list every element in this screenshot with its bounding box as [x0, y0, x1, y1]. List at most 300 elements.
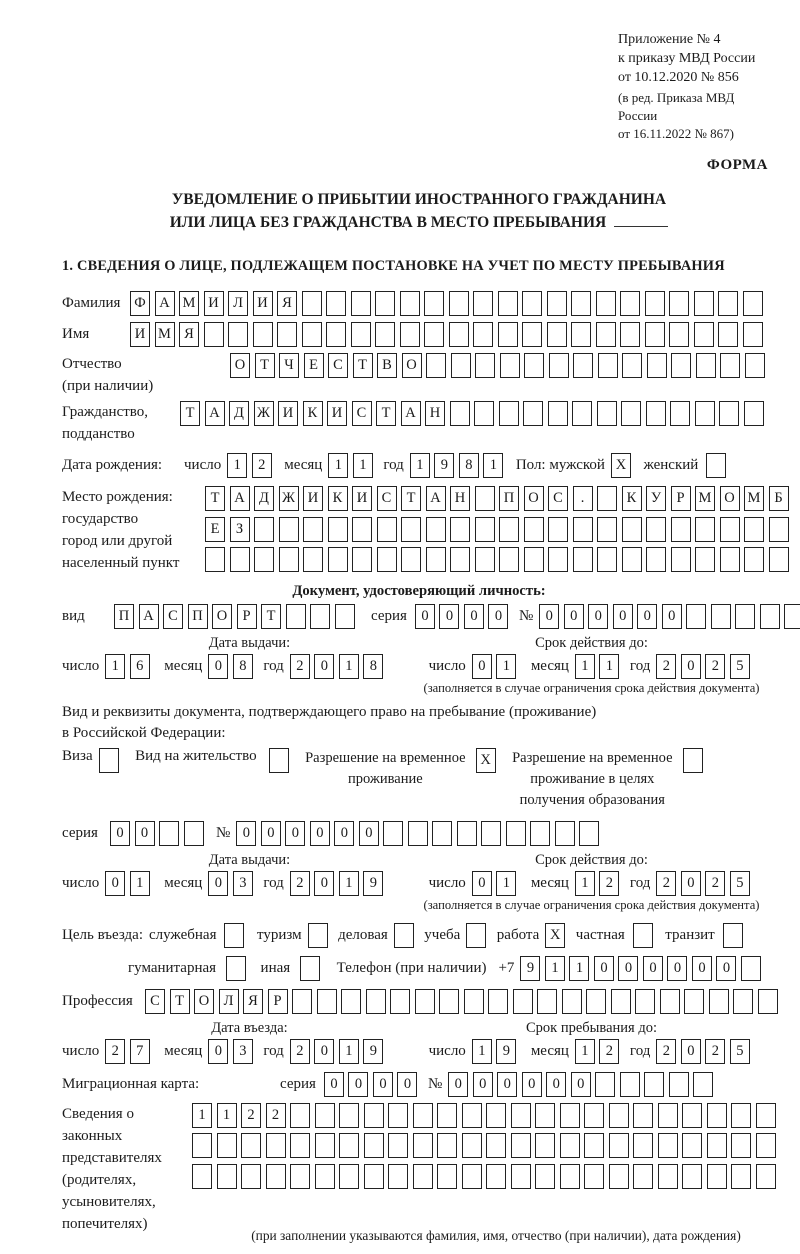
- char-cell[interactable]: А: [230, 486, 250, 511]
- char-cell[interactable]: [598, 353, 618, 378]
- char-cell[interactable]: [475, 517, 495, 542]
- digit-cell[interactable]: 6: [130, 654, 150, 679]
- char-cell[interactable]: Ч: [279, 353, 299, 378]
- char-cell[interactable]: [450, 517, 470, 542]
- char-cell[interactable]: [560, 1164, 580, 1189]
- char-cell[interactable]: [377, 517, 397, 542]
- char-cell[interactable]: [671, 547, 691, 572]
- char-cell[interactable]: [317, 989, 337, 1014]
- char-cell[interactable]: [352, 517, 372, 542]
- char-cell[interactable]: [622, 353, 642, 378]
- checkbox-cell[interactable]: X: [611, 453, 631, 478]
- char-cell[interactable]: [437, 1103, 457, 1128]
- char-cell[interactable]: [547, 322, 567, 347]
- digit-cell[interactable]: 0: [662, 604, 682, 629]
- char-cell[interactable]: [560, 1133, 580, 1158]
- digit-cell[interactable]: [760, 604, 780, 629]
- char-cell[interactable]: [622, 547, 642, 572]
- char-cell[interactable]: Т: [376, 401, 396, 426]
- char-cell[interactable]: С: [328, 353, 348, 378]
- char-cell[interactable]: .: [573, 486, 593, 511]
- char-cell[interactable]: [303, 517, 323, 542]
- char-cell[interactable]: Я: [243, 989, 263, 1014]
- char-cell[interactable]: [597, 486, 617, 511]
- char-cell[interactable]: [524, 353, 544, 378]
- char-cell[interactable]: [658, 1103, 678, 1128]
- digit-cell[interactable]: 0: [473, 1072, 493, 1097]
- char-cell[interactable]: [462, 1133, 482, 1158]
- char-cell[interactable]: Ф: [130, 291, 150, 316]
- char-cell[interactable]: [499, 547, 519, 572]
- char-cell[interactable]: [658, 1133, 678, 1158]
- digit-cell[interactable]: 7: [130, 1039, 150, 1064]
- char-cell[interactable]: [462, 1164, 482, 1189]
- char-cell[interactable]: С: [352, 401, 372, 426]
- char-cell[interactable]: Т: [205, 486, 225, 511]
- digit-cell[interactable]: 5: [730, 1039, 750, 1064]
- digit-cell[interactable]: 2: [656, 654, 676, 679]
- char-cell[interactable]: [646, 547, 666, 572]
- char-cell[interactable]: [488, 989, 508, 1014]
- digit-cell[interactable]: 0: [348, 1072, 368, 1097]
- digit-cell[interactable]: 0: [135, 821, 155, 846]
- char-cell[interactable]: 8: [459, 453, 479, 478]
- char-cell[interactable]: [303, 547, 323, 572]
- char-cell[interactable]: [277, 322, 297, 347]
- char-cell[interactable]: 9: [434, 453, 454, 478]
- char-cell[interactable]: О: [194, 989, 214, 1014]
- char-cell[interactable]: А: [205, 401, 225, 426]
- digit-cell[interactable]: 5: [730, 871, 750, 896]
- char-cell[interactable]: [511, 1164, 531, 1189]
- digit-cell[interactable]: [432, 821, 452, 846]
- char-cell[interactable]: М: [179, 291, 199, 316]
- char-cell[interactable]: [474, 401, 494, 426]
- char-cell[interactable]: [695, 401, 715, 426]
- digit-cell[interactable]: [506, 821, 526, 846]
- char-cell[interactable]: И: [130, 322, 150, 347]
- digit-cell[interactable]: 2: [105, 1039, 125, 1064]
- digit-cell[interactable]: 0: [324, 1072, 344, 1097]
- digit-cell[interactable]: 9: [363, 1039, 383, 1064]
- char-cell[interactable]: [499, 401, 519, 426]
- char-cell[interactable]: [364, 1133, 384, 1158]
- char-cell[interactable]: [498, 291, 518, 316]
- digit-cell[interactable]: 0: [314, 871, 334, 896]
- char-cell[interactable]: С: [377, 486, 397, 511]
- char-cell[interactable]: [192, 1133, 212, 1158]
- checkbox-cell[interactable]: [683, 748, 703, 773]
- char-cell[interactable]: [718, 322, 738, 347]
- char-cell[interactable]: [449, 322, 469, 347]
- char-cell[interactable]: [437, 1133, 457, 1158]
- char-cell[interactable]: И: [204, 291, 224, 316]
- char-cell[interactable]: [375, 322, 395, 347]
- char-cell[interactable]: Н: [425, 401, 445, 426]
- char-cell[interactable]: [511, 1103, 531, 1128]
- char-cell[interactable]: [744, 517, 764, 542]
- digit-cell[interactable]: [741, 956, 761, 981]
- checkbox-cell[interactable]: [300, 956, 320, 981]
- char-cell[interactable]: [682, 1103, 702, 1128]
- char-cell[interactable]: [498, 322, 518, 347]
- digit-cell[interactable]: 0: [681, 654, 701, 679]
- char-cell[interactable]: [401, 517, 421, 542]
- char-cell[interactable]: [684, 989, 704, 1014]
- char-cell[interactable]: Я: [277, 291, 297, 316]
- char-cell[interactable]: [682, 1133, 702, 1158]
- char-cell[interactable]: [647, 353, 667, 378]
- char-cell[interactable]: [535, 1133, 555, 1158]
- char-cell[interactable]: [315, 1133, 335, 1158]
- char-cell[interactable]: [439, 989, 459, 1014]
- char-cell[interactable]: [620, 291, 640, 316]
- char-cell[interactable]: [437, 1164, 457, 1189]
- digit-cell[interactable]: 0: [261, 821, 281, 846]
- digit-cell[interactable]: 2: [705, 654, 725, 679]
- char-cell[interactable]: [769, 547, 789, 572]
- digit-cell[interactable]: 1: [339, 1039, 359, 1064]
- char-cell[interactable]: [204, 322, 224, 347]
- char-cell[interactable]: [744, 547, 764, 572]
- char-cell[interactable]: [707, 1103, 727, 1128]
- char-cell[interactable]: [756, 1164, 776, 1189]
- char-cell[interactable]: [719, 401, 739, 426]
- digit-cell[interactable]: 0: [208, 1039, 228, 1064]
- char-cell[interactable]: [596, 291, 616, 316]
- digit-cell[interactable]: 2: [290, 1039, 310, 1064]
- char-cell[interactable]: [669, 322, 689, 347]
- char-cell[interactable]: О: [524, 486, 544, 511]
- char-cell[interactable]: [718, 291, 738, 316]
- char-cell[interactable]: [486, 1133, 506, 1158]
- char-cell[interactable]: [290, 1164, 310, 1189]
- char-cell[interactable]: [500, 353, 520, 378]
- char-cell[interactable]: [547, 291, 567, 316]
- char-cell[interactable]: [633, 1164, 653, 1189]
- char-cell[interactable]: [473, 322, 493, 347]
- checkbox-cell[interactable]: [224, 923, 244, 948]
- char-cell[interactable]: [413, 1133, 433, 1158]
- char-cell[interactable]: [769, 517, 789, 542]
- char-cell[interactable]: [290, 1133, 310, 1158]
- digit-cell[interactable]: 0: [681, 1039, 701, 1064]
- digit-cell[interactable]: 1: [599, 654, 619, 679]
- char-cell[interactable]: [486, 1103, 506, 1128]
- char-cell[interactable]: [524, 547, 544, 572]
- char-cell[interactable]: Т: [255, 353, 275, 378]
- digit-cell[interactable]: 0: [310, 821, 330, 846]
- digit-cell[interactable]: 0: [439, 604, 459, 629]
- char-cell[interactable]: [230, 547, 250, 572]
- char-cell[interactable]: [524, 517, 544, 542]
- checkbox-cell[interactable]: [99, 748, 119, 773]
- char-cell[interactable]: [390, 989, 410, 1014]
- char-cell[interactable]: П: [188, 604, 208, 629]
- char-cell[interactable]: [562, 989, 582, 1014]
- char-cell[interactable]: Т: [180, 401, 200, 426]
- char-cell[interactable]: [364, 1103, 384, 1128]
- char-cell[interactable]: 2: [241, 1103, 261, 1128]
- digit-cell[interactable]: 1: [339, 871, 359, 896]
- digit-cell[interactable]: 1: [575, 871, 595, 896]
- char-cell[interactable]: С: [163, 604, 183, 629]
- char-cell[interactable]: А: [426, 486, 446, 511]
- digit-cell[interactable]: 0: [334, 821, 354, 846]
- digit-cell[interactable]: 0: [314, 1039, 334, 1064]
- char-cell[interactable]: Е: [304, 353, 324, 378]
- char-cell[interactable]: О: [402, 353, 422, 378]
- char-cell[interactable]: [290, 1103, 310, 1128]
- char-cell[interactable]: [743, 291, 763, 316]
- digit-cell[interactable]: 0: [415, 604, 435, 629]
- digit-cell[interactable]: [530, 821, 550, 846]
- char-cell[interactable]: [584, 1133, 604, 1158]
- char-cell[interactable]: 1: [410, 453, 430, 478]
- char-cell[interactable]: О: [230, 353, 250, 378]
- digit-cell[interactable]: 2: [290, 871, 310, 896]
- digit-cell[interactable]: 2: [705, 1039, 725, 1064]
- char-cell[interactable]: [415, 989, 435, 1014]
- digit-cell[interactable]: 8: [363, 654, 383, 679]
- char-cell[interactable]: [560, 1103, 580, 1128]
- char-cell[interactable]: [426, 547, 446, 572]
- char-cell[interactable]: [548, 547, 568, 572]
- digit-cell[interactable]: 3: [233, 871, 253, 896]
- digit-cell[interactable]: 0: [373, 1072, 393, 1097]
- checkbox-cell[interactable]: X: [545, 923, 565, 948]
- char-cell[interactable]: [522, 291, 542, 316]
- char-cell[interactable]: [537, 989, 557, 1014]
- char-cell[interactable]: С: [145, 989, 165, 1014]
- char-cell[interactable]: [633, 1133, 653, 1158]
- char-cell[interactable]: [254, 547, 274, 572]
- digit-cell[interactable]: 0: [716, 956, 736, 981]
- char-cell[interactable]: [205, 547, 225, 572]
- char-cell[interactable]: Л: [219, 989, 239, 1014]
- char-cell[interactable]: 1: [227, 453, 247, 478]
- char-cell[interactable]: [326, 322, 346, 347]
- char-cell[interactable]: [241, 1164, 261, 1189]
- char-cell[interactable]: [720, 517, 740, 542]
- digit-cell[interactable]: 0: [613, 604, 633, 629]
- char-cell[interactable]: [254, 517, 274, 542]
- char-cell[interactable]: [217, 1133, 237, 1158]
- char-cell[interactable]: Л: [228, 291, 248, 316]
- digit-cell[interactable]: 1: [496, 654, 516, 679]
- digit-cell[interactable]: 0: [208, 871, 228, 896]
- char-cell[interactable]: [731, 1133, 751, 1158]
- char-cell[interactable]: [621, 401, 641, 426]
- char-cell[interactable]: [658, 1164, 678, 1189]
- digit-cell[interactable]: 1: [472, 1039, 492, 1064]
- char-cell[interactable]: [622, 517, 642, 542]
- checkbox-cell[interactable]: [723, 923, 743, 948]
- char-cell[interactable]: [694, 322, 714, 347]
- char-cell[interactable]: [758, 989, 778, 1014]
- digit-cell[interactable]: 8: [233, 654, 253, 679]
- char-cell[interactable]: [279, 547, 299, 572]
- digit-cell[interactable]: 0: [105, 871, 125, 896]
- char-cell[interactable]: Т: [401, 486, 421, 511]
- digit-cell[interactable]: 0: [594, 956, 614, 981]
- digit-cell[interactable]: 0: [236, 821, 256, 846]
- char-cell[interactable]: Ж: [254, 401, 274, 426]
- char-cell[interactable]: [548, 517, 568, 542]
- char-cell[interactable]: [646, 517, 666, 542]
- char-cell[interactable]: [523, 401, 543, 426]
- checkbox-cell[interactable]: [308, 923, 328, 948]
- char-cell[interactable]: [475, 547, 495, 572]
- char-cell[interactable]: 2: [266, 1103, 286, 1128]
- digit-cell[interactable]: 0: [314, 654, 334, 679]
- char-cell[interactable]: [609, 1164, 629, 1189]
- char-cell[interactable]: [499, 517, 519, 542]
- digit-cell[interactable]: 0: [522, 1072, 542, 1097]
- digit-cell[interactable]: 1: [569, 956, 589, 981]
- digit-cell[interactable]: 0: [472, 871, 492, 896]
- char-cell[interactable]: [549, 353, 569, 378]
- char-cell[interactable]: [756, 1103, 776, 1128]
- digit-cell[interactable]: [693, 1072, 713, 1097]
- char-cell[interactable]: Р: [671, 486, 691, 511]
- char-cell[interactable]: [597, 401, 617, 426]
- char-cell[interactable]: [660, 989, 680, 1014]
- char-cell[interactable]: [572, 401, 592, 426]
- char-cell[interactable]: М: [744, 486, 764, 511]
- char-cell[interactable]: И: [327, 401, 347, 426]
- digit-cell[interactable]: 1: [575, 654, 595, 679]
- digit-cell[interactable]: 3: [233, 1039, 253, 1064]
- char-cell[interactable]: [695, 547, 715, 572]
- char-cell[interactable]: Т: [170, 989, 190, 1014]
- digit-cell[interactable]: [408, 821, 428, 846]
- digit-cell[interactable]: 0: [472, 654, 492, 679]
- char-cell[interactable]: А: [401, 401, 421, 426]
- char-cell[interactable]: Т: [261, 604, 281, 629]
- char-cell[interactable]: [366, 989, 386, 1014]
- char-cell[interactable]: И: [303, 486, 323, 511]
- digit-cell[interactable]: [159, 821, 179, 846]
- char-cell[interactable]: [426, 353, 446, 378]
- checkbox-cell[interactable]: [269, 748, 289, 773]
- char-cell[interactable]: [352, 547, 372, 572]
- digit-cell[interactable]: [184, 821, 204, 846]
- char-cell[interactable]: 1: [353, 453, 373, 478]
- char-cell[interactable]: Е: [205, 517, 225, 542]
- char-cell[interactable]: [635, 989, 655, 1014]
- digit-cell[interactable]: 0: [588, 604, 608, 629]
- char-cell[interactable]: [426, 517, 446, 542]
- char-cell[interactable]: [292, 989, 312, 1014]
- char-cell[interactable]: А: [139, 604, 159, 629]
- digit-cell[interactable]: 0: [464, 604, 484, 629]
- digit-cell[interactable]: [669, 1072, 689, 1097]
- char-cell[interactable]: [351, 291, 371, 316]
- digit-cell[interactable]: [686, 604, 706, 629]
- char-cell[interactable]: [596, 322, 616, 347]
- char-cell[interactable]: [669, 291, 689, 316]
- char-cell[interactable]: [310, 604, 330, 629]
- char-cell[interactable]: [745, 353, 765, 378]
- char-cell[interactable]: [450, 547, 470, 572]
- char-cell[interactable]: [597, 517, 617, 542]
- char-cell[interactable]: Н: [450, 486, 470, 511]
- char-cell[interactable]: У: [646, 486, 666, 511]
- char-cell[interactable]: [671, 517, 691, 542]
- char-cell[interactable]: [241, 1133, 261, 1158]
- digit-cell[interactable]: 1: [545, 956, 565, 981]
- char-cell[interactable]: [388, 1133, 408, 1158]
- digit-cell[interactable]: 0: [681, 871, 701, 896]
- char-cell[interactable]: [339, 1164, 359, 1189]
- char-cell[interactable]: [424, 322, 444, 347]
- digit-cell[interactable]: 0: [571, 1072, 591, 1097]
- checkbox-cell[interactable]: [226, 956, 246, 981]
- char-cell[interactable]: [413, 1164, 433, 1189]
- char-cell[interactable]: [597, 547, 617, 572]
- char-cell[interactable]: [645, 322, 665, 347]
- char-cell[interactable]: [682, 1164, 702, 1189]
- char-cell[interactable]: [571, 322, 591, 347]
- digit-cell[interactable]: 0: [643, 956, 663, 981]
- char-cell[interactable]: П: [114, 604, 134, 629]
- char-cell[interactable]: К: [328, 486, 348, 511]
- digit-cell[interactable]: [457, 821, 477, 846]
- digit-cell[interactable]: 0: [497, 1072, 517, 1097]
- char-cell[interactable]: [513, 989, 533, 1014]
- char-cell[interactable]: [694, 291, 714, 316]
- char-cell[interactable]: 1: [217, 1103, 237, 1128]
- digit-cell[interactable]: 9: [363, 871, 383, 896]
- char-cell[interactable]: И: [253, 291, 273, 316]
- char-cell[interactable]: [609, 1103, 629, 1128]
- char-cell[interactable]: [475, 353, 495, 378]
- checkbox-cell[interactable]: [633, 923, 653, 948]
- char-cell[interactable]: [611, 989, 631, 1014]
- char-cell[interactable]: [522, 322, 542, 347]
- digit-cell[interactable]: 9: [520, 956, 540, 981]
- char-cell[interactable]: [707, 1133, 727, 1158]
- char-cell[interactable]: [424, 291, 444, 316]
- char-cell[interactable]: [341, 989, 361, 1014]
- digit-cell[interactable]: 1: [496, 871, 516, 896]
- char-cell[interactable]: О: [720, 486, 740, 511]
- char-cell[interactable]: О: [212, 604, 232, 629]
- char-cell[interactable]: [400, 322, 420, 347]
- digit-cell[interactable]: [644, 1072, 664, 1097]
- checkbox-cell[interactable]: [466, 923, 486, 948]
- digit-cell[interactable]: [711, 604, 731, 629]
- char-cell[interactable]: Б: [769, 486, 789, 511]
- digit-cell[interactable]: 2: [705, 871, 725, 896]
- char-cell[interactable]: [217, 1164, 237, 1189]
- digit-cell[interactable]: 5: [730, 654, 750, 679]
- digit-cell[interactable]: 0: [618, 956, 638, 981]
- digit-cell[interactable]: 1: [130, 871, 150, 896]
- digit-cell[interactable]: 2: [656, 871, 676, 896]
- char-cell[interactable]: З: [230, 517, 250, 542]
- digit-cell[interactable]: 0: [546, 1072, 566, 1097]
- checkbox-cell[interactable]: [394, 923, 414, 948]
- char-cell[interactable]: А: [155, 291, 175, 316]
- char-cell[interactable]: [720, 547, 740, 572]
- char-cell[interactable]: [709, 989, 729, 1014]
- char-cell[interactable]: [315, 1164, 335, 1189]
- digit-cell[interactable]: 0: [397, 1072, 417, 1097]
- char-cell[interactable]: [731, 1164, 751, 1189]
- char-cell[interactable]: Р: [268, 989, 288, 1014]
